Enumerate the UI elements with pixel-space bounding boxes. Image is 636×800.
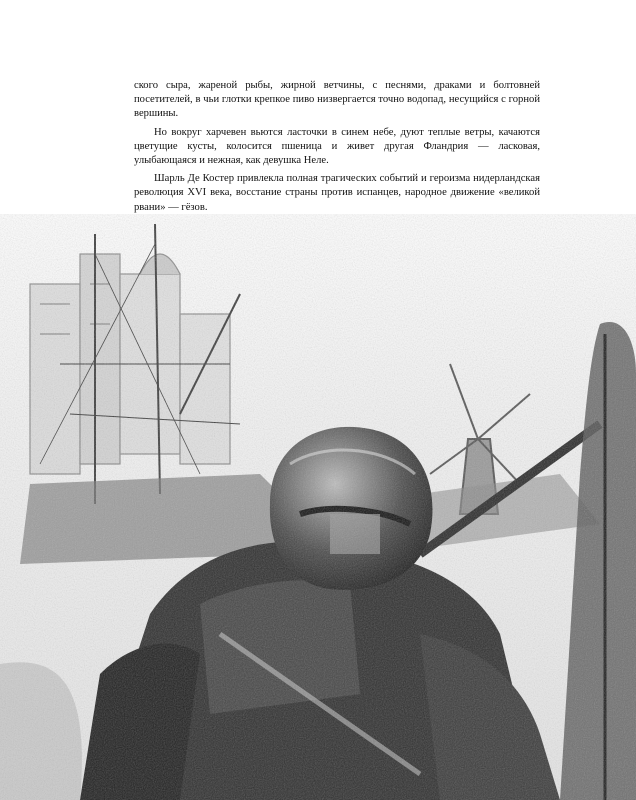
charcoal-illustration	[0, 214, 636, 800]
body-text	[134, 79, 540, 215]
paragraph-3: Шарль Де Костер привлекла полная трагических событий и героизма нидерландская революция XVI века, восстание страны против испанцев, народное движение «великой рвани» — гёзов.	[134, 173, 540, 213]
paragraph-2: Но вокруг харчевен вьются ласточки в синем небе, дуют теплые ветры, качаются цветущие кусты, колосится пшеница и живет другая Фландрия — ласковая, улыбающаяся и нежная, как девушка Неле.	[134, 126, 540, 167]
illustration-svg	[0, 214, 636, 800]
paragraph-1: ского сыра, жареной рыбы, жирной ветчины, с песнями, драками и болтовней посетителей, в чьи глотки крепкое пиво низвергается точно водопад, несущийся с горной вершины.	[134, 80, 540, 120]
charcoal-texture	[0, 214, 636, 800]
